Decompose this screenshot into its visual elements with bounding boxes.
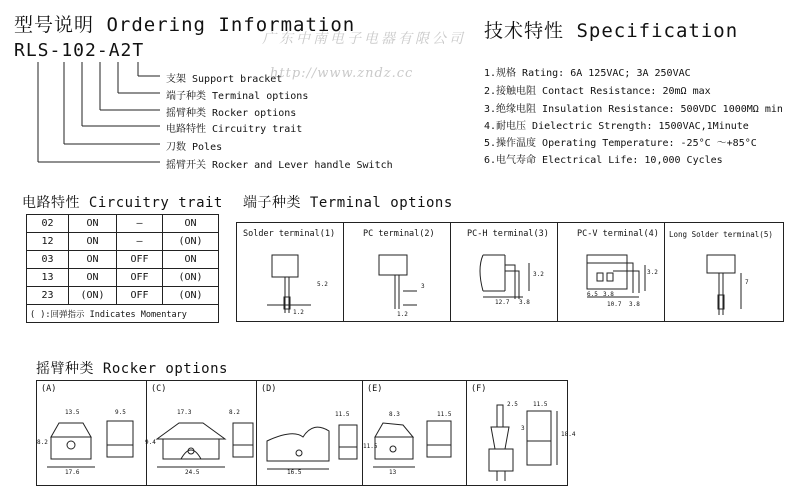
rocker-d-drawing xyxy=(263,411,363,481)
rocker-title: 摇臂种类 Rocker options xyxy=(36,361,228,377)
circuitry-cell: 13 xyxy=(27,269,69,287)
circuitry-cell: OFF xyxy=(117,251,163,269)
specification-title: 技术特性 Specification xyxy=(484,20,739,42)
solder-dim-2: 5.2 xyxy=(317,281,328,288)
rocker-e-dim-2: 11.5 xyxy=(437,411,452,418)
pc-h-dim-2: 12.7 xyxy=(495,299,510,306)
circuitry-cell: (ON) xyxy=(163,287,219,305)
rocker-c-drawing xyxy=(153,411,257,481)
terminal-title: 端子种类 Terminal options xyxy=(243,195,453,211)
rocker-options-panel xyxy=(36,380,576,486)
circuitry-cell: ON xyxy=(163,215,219,233)
rocker-e-label: (E) xyxy=(367,384,383,394)
terminal-options-panel xyxy=(236,222,784,322)
rocker-a-label: (A) xyxy=(41,384,57,394)
circuitry-cell: — xyxy=(117,233,163,251)
rocker-c-dim-1: 17.3 xyxy=(177,409,192,416)
rocker-a-dim-4: 17.6 xyxy=(65,469,80,476)
rocker-c-dim-4: 24.5 xyxy=(185,469,200,476)
spec-item-temperature: 5.操作温度 Operating Temperature: -25°C ～+85°C xyxy=(484,138,757,149)
rocker-f-dim-1: 2.5 xyxy=(507,401,518,408)
circuitry-cell: (ON) xyxy=(69,287,117,305)
pc-v-dim-3: 10.7 xyxy=(607,301,622,308)
circuitry-cell: ON xyxy=(163,251,219,269)
solder-terminal-drawing xyxy=(267,253,317,317)
circuitry-cell: OFF xyxy=(117,287,163,305)
circuitry-row xyxy=(27,233,219,251)
rocker-e-dim-3: 11.5 xyxy=(363,443,378,450)
pc-v-terminal-drawing xyxy=(583,249,653,309)
terminal-pc-label: PC terminal(2) xyxy=(363,229,435,239)
rocker-c-dim-2: 8.2 xyxy=(229,409,240,416)
spec-item-contact-resistance: 2.接触电阻 Contact Resistance: 20mΩ max xyxy=(484,86,711,97)
circuitry-cell: 12 xyxy=(27,233,69,251)
rocker-a-dim-2: 9.5 xyxy=(115,409,126,416)
circuitry-cell: ON xyxy=(69,233,117,251)
circuitry-cell: OFF xyxy=(117,269,163,287)
ordering-item-switch: 摇臂开关 Rocker and Lever handle Switch xyxy=(166,160,393,171)
watermark-company: 广东中南电子电器有限公司 xyxy=(262,31,466,47)
circuitry-cell: (ON) xyxy=(163,233,219,251)
terminal-long-solder-label: Long Solder terminal(5) xyxy=(669,230,773,239)
pc-terminal-drawing xyxy=(377,253,427,317)
ordering-item-rocker: 摇臂种类 Rocker options xyxy=(166,108,297,119)
rocker-e-dim-4: 13 xyxy=(389,469,397,476)
spec-item-insulation: 3.绝缘电阻 Insulation Resistance: 500VDC 1000MΩ min xyxy=(484,104,783,115)
circuitry-cell: 02 xyxy=(27,215,69,233)
spec-item-life: 6.电气寿命 Electrical Life: 10,000 Cycles xyxy=(484,155,723,166)
circuitry-row xyxy=(27,251,219,269)
rocker-d-dim-1: 11.5 xyxy=(335,411,350,418)
rocker-c-dim-3: 9.4 xyxy=(145,439,156,446)
rocker-f-dim-3: 3 xyxy=(521,425,525,432)
rocker-d-label: (D) xyxy=(261,384,277,394)
ordering-item-circuitry: 电路特性 Circuitry trait xyxy=(166,124,303,135)
terminal-solder-label: Solder terminal(1) xyxy=(243,229,336,239)
terminal-pc-v-label: PC-V terminal(4) xyxy=(577,229,659,239)
pc-v-dim-1: 6.5 xyxy=(587,291,598,298)
circuitry-cell: 23 xyxy=(27,287,69,305)
rocker-d-dim-2: 16.5 xyxy=(287,469,302,476)
rocker-a-dim-3: 8.2 xyxy=(37,439,48,446)
circuitry-cell: 03 xyxy=(27,251,69,269)
pc-h-dim-3: 3.8 xyxy=(519,299,530,306)
circuitry-cell: (ON) xyxy=(163,269,219,287)
pc-v-dim-4: 3.8 xyxy=(629,301,640,308)
circuitry-table xyxy=(26,214,219,323)
circuitry-cell: ON xyxy=(69,269,117,287)
spec-item-dielectric: 4.耐电压 Dielectric Strength: 1500VAC,1Minute xyxy=(484,121,749,132)
pc-dim-1: 3 xyxy=(421,283,425,290)
rocker-e-drawing xyxy=(369,411,469,481)
circuitry-cell: ON xyxy=(69,215,117,233)
rocker-f-label: (F) xyxy=(471,384,487,394)
rocker-f-drawing xyxy=(475,401,565,485)
spec-item-rating: 1.规格 Rating: 6A 125VAC; 3A 250VAC xyxy=(484,68,691,79)
circuitry-row xyxy=(27,215,219,233)
ordering-item-poles: 刀数 Poles xyxy=(166,142,223,153)
rocker-a-dim-1: 13.5 xyxy=(65,409,80,416)
circuitry-row xyxy=(27,287,219,305)
circuitry-title: 电路特性 Circuitry trait xyxy=(22,195,223,211)
rocker-a-drawing xyxy=(43,411,147,481)
circuitry-cell: — xyxy=(117,215,163,233)
circuitry-row xyxy=(27,269,219,287)
pc-v-dim-2: 3.8 xyxy=(603,291,614,298)
pc-h-dim-1: 3.2 xyxy=(533,271,544,278)
rocker-f-dim-4: 18.4 xyxy=(561,431,576,438)
terminal-pc-h-label: PC-H terminal(3) xyxy=(467,229,549,239)
long-solder-dim-1: 7 xyxy=(745,279,749,286)
pc-dim-2: 1.2 xyxy=(397,311,408,318)
watermark-url: http://www.zndz.cc xyxy=(270,66,414,81)
rocker-c-label: (C) xyxy=(151,384,167,394)
ordering-item-support: 支架 Support bracket xyxy=(166,74,283,85)
ordering-item-terminal: 端子种类 Terminal options xyxy=(166,91,309,102)
circuitry-cell: ON xyxy=(69,251,117,269)
ordering-title: 型号说明 Ordering Information xyxy=(14,14,356,36)
pc-v-dim-5: 3.2 xyxy=(647,269,658,276)
rocker-f-dim-2: 11.5 xyxy=(533,401,548,408)
rocker-e-dim-1: 8.3 xyxy=(389,411,400,418)
model-code: RLS-102-A2T xyxy=(14,40,145,61)
circuitry-note: ( ):回弹指示 Indicates Momentary xyxy=(27,305,219,323)
solder-dim-1: 1.2 xyxy=(293,309,304,316)
